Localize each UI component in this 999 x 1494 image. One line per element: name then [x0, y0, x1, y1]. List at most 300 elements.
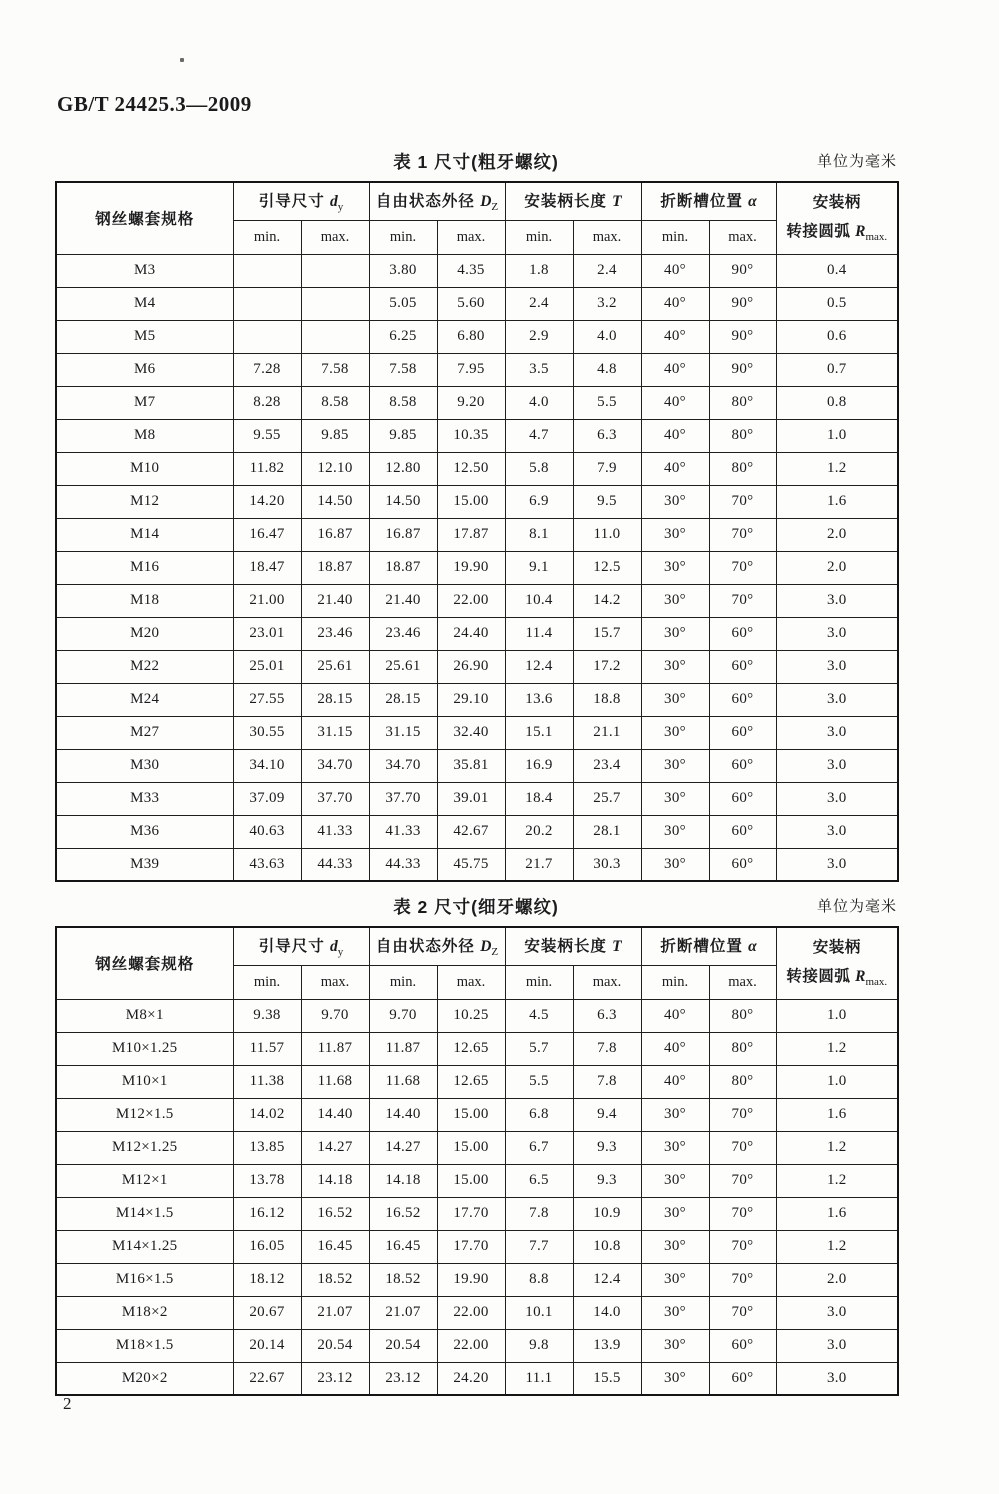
value-cell: 0.8 [776, 386, 898, 419]
value-cell: 41.33 [369, 815, 437, 848]
subheader-min: min. [641, 220, 709, 254]
value-cell: 21.00 [233, 584, 301, 617]
tang-radius-sub: max. [865, 231, 888, 244]
table-row [56, 1164, 898, 1197]
spec-cell: M18×2 [56, 1296, 233, 1329]
table-row [56, 1131, 898, 1164]
value-cell: 23.12 [301, 1362, 369, 1395]
value-cell: 80° [709, 386, 776, 419]
value-cell: 30° [641, 815, 709, 848]
subheader-max: max. [709, 220, 776, 254]
group-label: 安装柄长度 [524, 938, 613, 956]
group-symbol: α [748, 938, 757, 956]
value-cell: 90° [709, 254, 776, 287]
value-cell: 11.0 [573, 518, 641, 551]
column-group-tang-length [505, 182, 641, 220]
table-row [56, 419, 898, 452]
table-row [56, 716, 898, 749]
value-cell: 21.07 [301, 1296, 369, 1329]
spec-cell: M24 [56, 683, 233, 716]
value-cell: 3.0 [776, 683, 898, 716]
value-cell: 1.6 [776, 485, 898, 518]
subheader-max: max. [301, 220, 369, 254]
value-cell: 18.52 [369, 1263, 437, 1296]
value-cell: 34.70 [301, 749, 369, 782]
value-cell: 17.2 [573, 650, 641, 683]
value-cell: 9.38 [233, 999, 301, 1032]
subheader-min: min. [233, 965, 301, 999]
spec-cell: M33 [56, 782, 233, 815]
group-symbol-sub: y [337, 946, 344, 959]
spec-cell: M8×1 [56, 999, 233, 1032]
group-symbol: D [480, 193, 492, 211]
value-cell: 15.00 [437, 1098, 505, 1131]
value-cell: 32.40 [437, 716, 505, 749]
value-cell: 14.0 [573, 1296, 641, 1329]
spec-cell: M12 [56, 485, 233, 518]
value-cell: 2.0 [776, 518, 898, 551]
value-cell: 19.90 [437, 1263, 505, 1296]
value-cell: 35.81 [437, 749, 505, 782]
value-cell: 26.90 [437, 650, 505, 683]
table2-unit-note: 单位为毫米 [816, 898, 897, 915]
group-symbol-sub: Z [491, 201, 499, 214]
table2-header [56, 927, 898, 999]
value-cell: 6.80 [437, 320, 505, 353]
value-cell: 15.5 [573, 1362, 641, 1395]
value-cell: 40° [641, 1065, 709, 1098]
value-cell: 21.1 [573, 716, 641, 749]
spec-cell: M8 [56, 419, 233, 452]
value-cell: 6.5 [505, 1164, 573, 1197]
spec-cell: M20 [56, 617, 233, 650]
value-cell: 24.40 [437, 617, 505, 650]
value-cell: 40° [641, 419, 709, 452]
table-row [56, 683, 898, 716]
value-cell: 0.6 [776, 320, 898, 353]
table-row [56, 452, 898, 485]
value-cell: 40° [641, 353, 709, 386]
value-cell: 30° [641, 650, 709, 683]
value-cell: 1.6 [776, 1197, 898, 1230]
value-cell: 13.9 [573, 1329, 641, 1362]
value-cell: 10.8 [573, 1230, 641, 1263]
value-cell: 30° [641, 782, 709, 815]
value-cell: 6.9 [505, 485, 573, 518]
spec-cell: M14×1.25 [56, 1230, 233, 1263]
value-cell: 37.70 [369, 782, 437, 815]
value-cell: 16.45 [301, 1230, 369, 1263]
table-row [56, 815, 898, 848]
subheader-min: min. [505, 220, 573, 254]
value-cell: 30° [641, 1197, 709, 1230]
tang-radius-line1: 安装柄 [812, 194, 861, 212]
value-cell: 9.1 [505, 551, 573, 584]
value-cell: 16.52 [301, 1197, 369, 1230]
value-cell: 0.7 [776, 353, 898, 386]
column-group-notch-position [641, 927, 776, 965]
value-cell: 11.38 [233, 1065, 301, 1098]
value-cell: 4.0 [573, 320, 641, 353]
value-cell: 4.5 [505, 999, 573, 1032]
table-row [56, 617, 898, 650]
tang-radius-line2 [777, 962, 898, 993]
value-cell: 3.80 [369, 254, 437, 287]
value-cell: 5.5 [573, 386, 641, 419]
value-cell: 9.70 [301, 999, 369, 1032]
value-cell: 8.58 [369, 386, 437, 419]
spec-cell: M10×1 [56, 1065, 233, 1098]
value-cell: 60° [709, 617, 776, 650]
subheader-max: max. [709, 965, 776, 999]
value-cell: 70° [709, 1230, 776, 1263]
value-cell: 30° [641, 1131, 709, 1164]
column-header-spec: 钢丝螺套规格 [56, 927, 233, 999]
column-group-free-od [369, 927, 505, 965]
value-cell: 70° [709, 1164, 776, 1197]
value-cell: 12.4 [505, 650, 573, 683]
value-cell: 43.63 [233, 848, 301, 881]
value-cell: 27.55 [233, 683, 301, 716]
value-cell: 16.45 [369, 1230, 437, 1263]
value-cell: 30.3 [573, 848, 641, 881]
table-row [56, 518, 898, 551]
page-number: 2 [63, 1394, 72, 1413]
value-cell: 5.5 [505, 1065, 573, 1098]
tang-radius-symbol: R [855, 223, 866, 241]
value-cell: 1.0 [776, 419, 898, 452]
value-cell: 12.50 [437, 452, 505, 485]
group-label: 自由状态外径 [375, 193, 481, 211]
table-row [56, 551, 898, 584]
value-cell: 30° [641, 1098, 709, 1131]
group-symbol: T [612, 938, 622, 956]
value-cell [301, 287, 369, 320]
value-cell: 40° [641, 320, 709, 353]
table-row [56, 999, 898, 1032]
spec-cell: M36 [56, 815, 233, 848]
value-cell: 6.3 [573, 419, 641, 452]
group-symbol-sub: Z [491, 946, 499, 959]
standard-number: GB/T 24425.3—2009 [57, 92, 252, 116]
value-cell: 7.58 [301, 353, 369, 386]
spec-cell: M27 [56, 716, 233, 749]
value-cell: 70° [709, 584, 776, 617]
value-cell: 8.28 [233, 386, 301, 419]
value-cell: 7.28 [233, 353, 301, 386]
value-cell: 25.61 [301, 650, 369, 683]
spec-cell: M14 [56, 518, 233, 551]
value-cell: 3.0 [776, 584, 898, 617]
value-cell: 42.67 [437, 815, 505, 848]
spec-cell: M6 [56, 353, 233, 386]
value-cell: 16.87 [369, 518, 437, 551]
value-cell: 37.09 [233, 782, 301, 815]
value-cell: 3.0 [776, 1296, 898, 1329]
column-header-tang-radius [776, 927, 898, 999]
table2-fine-thread [55, 926, 899, 1396]
column-header-tang-radius [776, 182, 898, 254]
value-cell: 6.8 [505, 1098, 573, 1131]
value-cell: 10.35 [437, 419, 505, 452]
subheader-max: max. [301, 965, 369, 999]
value-cell: 80° [709, 1065, 776, 1098]
value-cell [301, 320, 369, 353]
subheader-max: max. [573, 965, 641, 999]
value-cell: 13.78 [233, 1164, 301, 1197]
value-cell: 9.3 [573, 1131, 641, 1164]
value-cell: 70° [709, 1131, 776, 1164]
table-row [56, 1230, 898, 1263]
value-cell: 25.7 [573, 782, 641, 815]
value-cell: 16.52 [369, 1197, 437, 1230]
group-symbol-sub: y [337, 201, 344, 214]
value-cell: 60° [709, 683, 776, 716]
value-cell: 2.4 [573, 254, 641, 287]
value-cell: 29.10 [437, 683, 505, 716]
table-row [56, 848, 898, 881]
value-cell: 2.0 [776, 551, 898, 584]
value-cell: 16.87 [301, 518, 369, 551]
group-symbol: d [330, 193, 338, 211]
value-cell: 23.46 [369, 617, 437, 650]
value-cell: 3.0 [776, 749, 898, 782]
value-cell: 11.68 [369, 1065, 437, 1098]
value-cell: 9.8 [505, 1329, 573, 1362]
value-cell: 30° [641, 749, 709, 782]
spec-cell: M18 [56, 584, 233, 617]
value-cell: 3.0 [776, 1329, 898, 1362]
group-label: 折断槽位置 [660, 938, 749, 956]
value-cell: 11.4 [505, 617, 573, 650]
value-cell: 90° [709, 353, 776, 386]
group-symbol: α [748, 193, 757, 211]
value-cell: 8.8 [505, 1263, 573, 1296]
value-cell: 3.0 [776, 1362, 898, 1395]
table1-coarse-thread [55, 181, 899, 882]
table2-caption-row [55, 891, 897, 921]
table-row [56, 1065, 898, 1098]
value-cell: 12.65 [437, 1032, 505, 1065]
value-cell: 1.2 [776, 1131, 898, 1164]
table2-body [56, 999, 898, 1395]
value-cell: 60° [709, 782, 776, 815]
value-cell: 60° [709, 716, 776, 749]
value-cell: 21.07 [369, 1296, 437, 1329]
value-cell: 30° [641, 1230, 709, 1263]
spec-cell: M4 [56, 287, 233, 320]
value-cell: 39.01 [437, 782, 505, 815]
value-cell: 70° [709, 1263, 776, 1296]
value-cell: 25.01 [233, 650, 301, 683]
table-row [56, 287, 898, 320]
value-cell: 11.1 [505, 1362, 573, 1395]
value-cell: 80° [709, 452, 776, 485]
value-cell: 12.5 [573, 551, 641, 584]
value-cell: 10.4 [505, 584, 573, 617]
tang-radius-text: 转接圆弧 [786, 968, 856, 986]
value-cell: 2.4 [505, 287, 573, 320]
value-cell: 1.2 [776, 452, 898, 485]
value-cell: 70° [709, 485, 776, 518]
table1-header [56, 182, 898, 254]
group-label: 引导尺寸 [258, 938, 331, 956]
value-cell: 7.95 [437, 353, 505, 386]
value-cell: 16.9 [505, 749, 573, 782]
table-row [56, 782, 898, 815]
group-label: 折断槽位置 [660, 193, 749, 211]
value-cell: 80° [709, 419, 776, 452]
value-cell: 11.68 [301, 1065, 369, 1098]
value-cell: 14.27 [301, 1131, 369, 1164]
value-cell: 6.7 [505, 1131, 573, 1164]
value-cell: 0.4 [776, 254, 898, 287]
value-cell: 18.12 [233, 1263, 301, 1296]
value-cell: 20.67 [233, 1296, 301, 1329]
value-cell: 15.00 [437, 485, 505, 518]
value-cell: 14.02 [233, 1098, 301, 1131]
value-cell: 21.40 [301, 584, 369, 617]
value-cell: 23.12 [369, 1362, 437, 1395]
value-cell: 3.0 [776, 848, 898, 881]
value-cell: 30° [641, 584, 709, 617]
value-cell: 8.1 [505, 518, 573, 551]
value-cell: 90° [709, 320, 776, 353]
value-cell: 0.5 [776, 287, 898, 320]
tang-radius-line1: 安装柄 [812, 939, 861, 957]
value-cell: 40° [641, 254, 709, 287]
value-cell: 31.15 [369, 716, 437, 749]
scan-artifact-dot [180, 58, 184, 62]
group-label: 安装柄长度 [524, 193, 613, 211]
value-cell: 5.8 [505, 452, 573, 485]
value-cell: 28.1 [573, 815, 641, 848]
spec-cell: M10 [56, 452, 233, 485]
table-row [56, 320, 898, 353]
table1-caption: 表 1 尺寸(粗牙螺纹) [393, 151, 559, 172]
value-cell: 12.65 [437, 1065, 505, 1098]
value-cell: 18.47 [233, 551, 301, 584]
value-cell: 41.33 [301, 815, 369, 848]
value-cell: 40° [641, 1032, 709, 1065]
value-cell: 44.33 [301, 848, 369, 881]
value-cell: 20.14 [233, 1329, 301, 1362]
table-row [56, 1329, 898, 1362]
value-cell: 14.50 [369, 485, 437, 518]
value-cell: 5.60 [437, 287, 505, 320]
value-cell: 16.47 [233, 518, 301, 551]
tang-radius-symbol: R [855, 968, 866, 986]
value-cell: 20.54 [369, 1329, 437, 1362]
table1-unit-note: 单位为毫米 [816, 153, 897, 170]
value-cell: 30° [641, 1164, 709, 1197]
value-cell: 11.82 [233, 452, 301, 485]
value-cell: 13.6 [505, 683, 573, 716]
value-cell: 9.20 [437, 386, 505, 419]
value-cell: 7.8 [573, 1032, 641, 1065]
column-group-tang-length [505, 927, 641, 965]
value-cell: 11.87 [369, 1032, 437, 1065]
value-cell: 3.5 [505, 353, 573, 386]
value-cell: 20.54 [301, 1329, 369, 1362]
value-cell: 22.00 [437, 1296, 505, 1329]
value-cell: 60° [709, 650, 776, 683]
value-cell: 14.2 [573, 584, 641, 617]
value-cell: 34.10 [233, 749, 301, 782]
table-row [56, 386, 898, 419]
table-row [56, 1362, 898, 1395]
value-cell: 23.46 [301, 617, 369, 650]
value-cell: 30° [641, 716, 709, 749]
value-cell: 70° [709, 1296, 776, 1329]
value-cell: 30° [641, 1263, 709, 1296]
value-cell: 40° [641, 999, 709, 1032]
value-cell: 70° [709, 1098, 776, 1131]
tang-radius-line2 [777, 217, 898, 248]
value-cell: 18.52 [301, 1263, 369, 1296]
table-row [56, 749, 898, 782]
value-cell: 40° [641, 386, 709, 419]
value-cell: 40.63 [233, 815, 301, 848]
column-group-free-od [369, 182, 505, 220]
spec-cell: M20×2 [56, 1362, 233, 1395]
value-cell: 9.70 [369, 999, 437, 1032]
subheader-max: max. [437, 965, 505, 999]
spec-cell: M7 [56, 386, 233, 419]
tang-radius-sub: max. [865, 976, 888, 989]
spec-cell: M12×1 [56, 1164, 233, 1197]
value-cell: 17.70 [437, 1197, 505, 1230]
spec-cell: M16×1.5 [56, 1263, 233, 1296]
value-cell: 15.00 [437, 1164, 505, 1197]
table1-caption-row [55, 146, 897, 176]
spec-cell: M5 [56, 320, 233, 353]
column-group-notch-position [641, 182, 776, 220]
value-cell: 45.75 [437, 848, 505, 881]
value-cell: 15.00 [437, 1131, 505, 1164]
table-row [56, 254, 898, 287]
spec-cell: M39 [56, 848, 233, 881]
value-cell: 22.00 [437, 584, 505, 617]
value-cell: 14.27 [369, 1131, 437, 1164]
value-cell: 80° [709, 1032, 776, 1065]
value-cell: 13.85 [233, 1131, 301, 1164]
spec-cell: M30 [56, 749, 233, 782]
value-cell: 3.0 [776, 815, 898, 848]
value-cell: 7.9 [573, 452, 641, 485]
group-label: 自由状态外径 [375, 938, 481, 956]
column-group-guide-dia [233, 182, 369, 220]
value-cell [233, 320, 301, 353]
value-cell: 70° [709, 518, 776, 551]
value-cell: 1.8 [505, 254, 573, 287]
spec-cell: M3 [56, 254, 233, 287]
spec-cell: M16 [56, 551, 233, 584]
value-cell: 28.15 [369, 683, 437, 716]
value-cell: 23.4 [573, 749, 641, 782]
value-cell: 90° [709, 287, 776, 320]
value-cell: 31.15 [301, 716, 369, 749]
spec-cell: M18×1.5 [56, 1329, 233, 1362]
value-cell: 2.0 [776, 1263, 898, 1296]
value-cell: 14.20 [233, 485, 301, 518]
value-cell: 18.87 [301, 551, 369, 584]
value-cell: 60° [709, 1362, 776, 1395]
value-cell: 15.1 [505, 716, 573, 749]
value-cell: 30° [641, 1362, 709, 1395]
value-cell: 24.20 [437, 1362, 505, 1395]
table-row [56, 584, 898, 617]
